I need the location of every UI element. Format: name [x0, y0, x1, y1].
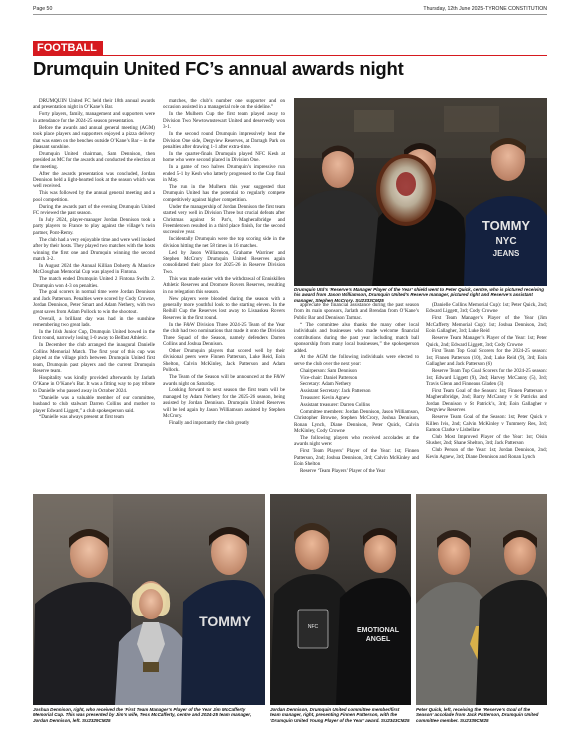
svg-text:NFC: NFC: [307, 624, 319, 630]
paragraph: In July 2024, player-manager Jordan Dennison took a party players to France to play against the village’s twin partner, Pont-Remy.: [33, 216, 155, 236]
section-rule: [33, 55, 547, 56]
paragraph: The following players who received accolades at the awards night were:: [294, 434, 419, 448]
paragraph: Secretary: Adam Nethery: [300, 381, 352, 388]
article-column-1: [33, 98, 155, 485]
paragraph: Committee members: Jordan Dennison, Jason Williamson, Christopher Browne, Stephen McCrory, Joshua Dennison, Ronan Lynch, Diane Dennison, Peter Quick, Calvin McKinley, Cody Crowne: [294, 408, 419, 435]
shirt-text-bottom-left: TOMMY: [199, 613, 251, 629]
paragraph: Forty players, family, management and supporters were in attendance for the 2024-25 season presentation.: [33, 111, 155, 124]
paragraph: Reserve Team Manager’s Player of the Year: 1st; Peter Quick, 2nd; Edward Liggett, 3rd; Cody Crowne: [426, 335, 547, 348]
article-column-3: [294, 302, 419, 487]
paragraph: First Team Goal of the Season: 1st; Finnen Patterson v Magheralbridge, 2nd; Barry McCanny v St Patricks and Jordan Dennison v St Patrick’s, 3rd; Eoin Gallagher v Dergview Reserves: [426, 387, 547, 414]
paragraph: In the F&W Division Three 2024-25 Team of the Year the club had two nominations that made it onto the Division Three Squad of the Season, namely defenders Darren Collins and Joshua Dennison.: [163, 321, 285, 348]
photo-memorial-cup: [33, 494, 265, 705]
caption-bottom-middle-photo: Jordan Dennison, Drumquin United committee member/first team manager, right, presenting Finnen Patterson, with the ‘Drumquin United Young Player of the Year’ award. SU2343CM25: [270, 707, 410, 723]
paragraph: In the second round Drumquin impressively beat the Division One side, Dergview Reserves, at Darragh Park on penalties after drawing 1-1 after extra-time.: [163, 131, 285, 150]
paragraph: Overall, a brilliant day was had in the sunshine remembering two great lads.: [33, 315, 155, 329]
shirt-text-top: TOMMY: [481, 218, 531, 233]
paragraph: In December the club arranged the inaugural Danielle Collins Memorial Match. The first year of this cup was played at the village pitch between Drumquin United first team, Drumquin past players and the current Drumquin Reserve team.: [33, 342, 155, 375]
paragraph: New players were blooded during the season with a generally more youthful look to the starting eleven. In the Reihill Cup the Reserves lost away to Lisnaskea Rovers Reserves in the first round.: [163, 295, 285, 321]
paragraph: This was followed by the annual general meeting and a pool competition.: [33, 190, 155, 203]
photo-young-player: [270, 494, 411, 705]
paragraph: The goal scorers in normal time were Jordan Dennison and Jack Patterson. Penalties were scored by Cody Crowne, Jordan Dennison, Peter Smart and Adam Nethery, with two great saves from Adam Pollock to win the shootout.: [33, 289, 155, 315]
paragraph: Reserve ‘Team Players’ Player of the Year: [300, 468, 386, 475]
paragraph: After the awards presentation was concluded, Jordan Dennison held a light-hearted look at the season which was well received.: [33, 170, 155, 190]
paragraph: Looking forward to next season the first team will be managed by Adam Nethery for the 2025-26 season, being assisted by Jordan Dennison. Drumquin United Reserves will be led again by Jason Williamson assisted by Stephen McCrory.: [163, 387, 285, 420]
paragraph: Incidentally Drumquin were the top scoring side in the division hitting the net 58 times in 16 matches.: [163, 236, 285, 249]
svg-text:JEANS: JEANS: [492, 249, 520, 258]
paragraph: Reserve Team Top Goal Scorers for the 2024-25 season: 1st; Edward Liggett (9), 2nd; Harvey McCanny (5), 3rd; Travis Glenn and Finneaus Gladen (3): [426, 368, 547, 387]
article-column-4: [426, 302, 547, 487]
paragraph: This was made easier with the withdrawal of Enniskillen Athletic Reserves and Dromore Rovers Reserves, resulting in no relegation this season.: [163, 275, 285, 295]
photo-shield-presentation: [294, 98, 547, 286]
paragraph: Under the managership of Jordan Dennison the first team started very well in Division Three but crucial defeats after Christmas against St Pat’s, Magheralbridge and Freemletown resulted in a third place finish, for the second successive year.: [163, 203, 285, 236]
caption-bottom-right-photo: Peter Quick, left, receiving the ‘Reserve’s Goal of the Season’ accolade from Jack Patterson, Drumquin United committee member. SU2339CM25: [416, 707, 539, 723]
paragraph: Before the awards and annual general meeting (AGM) took place players and supporters enjoyed a pizza delivery that was eaten on the benches outside O’Kane’s Bar – in the pleasant sunshine.: [33, 124, 155, 150]
paragraph: First Team Players’ Player of the Year: 1st; Finnen Patterson, 2nd; Joshua Dennison, 3rd; Calvin McKinley and Eoin Shelton: [294, 448, 419, 468]
paragraph: First Team Manager’s Player of the Year (Jim McCafferty Memorial Cup): 1st; Joshua Dennison, 2nd; Eoin Gallagher, 3rd; Luke Reid: [426, 315, 547, 335]
paragraph: In the Irish Junior Cup, Drumquin United bowed in the first round, narrowly losing 1-0 away to Belfast Athletic.: [33, 328, 155, 342]
photo-memorial-cup-image: [33, 494, 265, 705]
paragraph: matches, the club’s number one supporter and on occasion assisted in a managerial role on the sideline.”: [163, 98, 285, 111]
photo-young-player-image: [270, 494, 411, 705]
article-headline: Drumquin United FC’s annual awards night: [33, 58, 404, 79]
paragraph: Vice-chair: Daniel Patterson: [300, 374, 358, 381]
paragraph: The Team of the Season will be announced at the F&W awards night on Saturday.: [163, 374, 285, 387]
paragraph: appreciate the financial assistance during the past season from its main sponsors, Jarlath and Brendan from O’Kane’s Public Bar and Dennison Tarmac.: [294, 302, 419, 321]
paragraph: Drumquin United chairman, Sam Dennison, then presided as MC for the awards and conducted the election at the meeting.: [33, 150, 155, 170]
paragraph: Chairperson: Sam Dennison: [300, 367, 357, 374]
article-column-2: [163, 98, 285, 485]
date-publication: Thursday, 12th June 2025-TYRONE CONSTITUTION: [423, 6, 547, 12]
paragraph: “Danielle was always present at first team: [39, 414, 124, 421]
paragraph: Club Person of the Year: 1st; Jordan Dennison, 2nd; Kevin Agnew, 3rd; Diane Dennison and Ronan Lynch: [426, 447, 547, 460]
shirt-text-bottom-middle: EMOTIONAL: [357, 627, 399, 634]
paragraph: In the quarter-finals Drumquin played NFC Kesh at home who were second placed in Division One.: [163, 150, 285, 164]
page-number: Page 50: [33, 6, 53, 12]
paragraph: Hospitality was kindly provided afterwards by Jarlath O’Kane in O’Kane’s Bar. It was a fitting way to pay tribute to Danielle who passed away in October 2024.: [33, 374, 155, 394]
paragraph: Club Most Improved Player of the Year: 1st; Oisin Slusher, 2nd; Shane Shelton, 3rd; Jack Patterson: [426, 433, 547, 447]
paragraph: Led by Jason Williamson, Grahame Warriner and Stephen McCrory Drumquin United Reserves again consolidated their place for 2025-26 in Reserve Division Two.: [163, 249, 285, 275]
caption-top-photo: Drumquin Utd’s ‘Reserve’s Manager Player of the Year’ shield went to Peter Quick, centre, who is pictured receiving his award from Jason Williamson, Drumquin United’s Reserve manager, pictured right and Reserve’s assistant manager, Stephen McCrory. SU2333CM25: [294, 287, 544, 303]
svg-text:NYC: NYC: [495, 236, 517, 247]
svg-text:ANGEL: ANGEL: [365, 636, 391, 643]
photo-goal-of-season: [416, 494, 547, 705]
paragraph: The run in the Mulhern this year suggested that Drumquin United has the potential to regularly compete competitively against higher competition.: [163, 183, 285, 203]
paragraph: “Danielle was a valuable member of our committee, husband to club stalwart Darren Collins and mother to player Edward Liggett,” a club spokesperson said.: [33, 394, 155, 414]
paragraph: In a game of two halves Drumquin’s impressive run ended 5-1 by Kesh who latterly progressed to the Cup final in May.: [163, 164, 285, 183]
section-label: FOOTBALL: [37, 42, 97, 54]
paragraph: First Team Top Goal Scorers for the 2024-25 season: 1st; Finnen Patterson (10), 2nd; Luke Reid (9), 3rd; Eoin Gallagher and Jack Patterson (6): [426, 348, 547, 368]
paragraph: During the awards part of the evening Drumquin United FC reviewed the past season.: [33, 203, 155, 217]
paragraph: Assistant Secretary: Jack Patterson: [300, 388, 371, 395]
paragraph: The club had a very enjoyable time and were well looked after by their hosts. They played two matches with the hosts winning the first one and Drumquin winning the second match 3-2.: [33, 236, 155, 262]
paragraph: (Danielle Collins Memorial Cup): 1st; Peter Quick, 2nd; Edward Liggett, 3rd; Cody Crowne: [426, 302, 547, 315]
paragraph: Finally and importantly the club greatly: [169, 420, 250, 427]
paragraph: Treasurer: Kevin Agnew: [300, 395, 350, 402]
paragraph: “ The committee also thanks the many other local individuals and businesses who made welcome financial contributions during the past year including match ball sponsorship from many local businesses,” the spokesperson added.: [294, 321, 419, 354]
paragraph: DRUMQUIN United FC held their 18th annual awards and presentation night in O’Kane’s Bar.: [33, 98, 155, 111]
photo-goal-of-season-image: [416, 494, 547, 705]
paragraph: In the Mulhern Cup the first team played away to Division Two Newtownstewart United and deservedly won 3-1.: [163, 111, 285, 131]
paragraph: Reserve Team Goal of the Season: 1st; Peter Quick v Killen Ivis, 2nd; Calvin McKinley v Tummery Res, 3rd; Eamon Clarke v Lisbellaw: [426, 414, 547, 433]
header-rule: [33, 14, 547, 15]
paragraph: Assistant treasurer: Darren Collins: [300, 401, 370, 408]
photo-shield-image: [294, 98, 547, 286]
paragraph: In August 2024 the Annual Killian Doherty & Maurice McCloughan Memorial Cup was played in Fintona.: [33, 262, 155, 276]
caption-bottom-left-photo: Joshua Dennison, right, who received the ‘First Team Manager’s Player of the Year Jim McCafferty Memorial Cup. This was presented by Jim’s wife, Tess McCafferty, centre and 2024-25 team manager, Jordan Dennison, left. SU2329CM25: [33, 707, 252, 723]
paragraph: Other Drumquin players that scored well by their divisional peers were Finnen Patterson, Luke Reid, Eoin Shelton, Calvin McKinley, Jack Patterson and Adam Pollock.: [163, 347, 285, 374]
paragraph: The match ended Drumquin United 2 Fintona Swifts 2. Drumquin won 4-3 on penalties.: [33, 276, 155, 289]
paragraph: At the AGM the following individuals were elected to serve the club over the next year:: [294, 354, 419, 367]
